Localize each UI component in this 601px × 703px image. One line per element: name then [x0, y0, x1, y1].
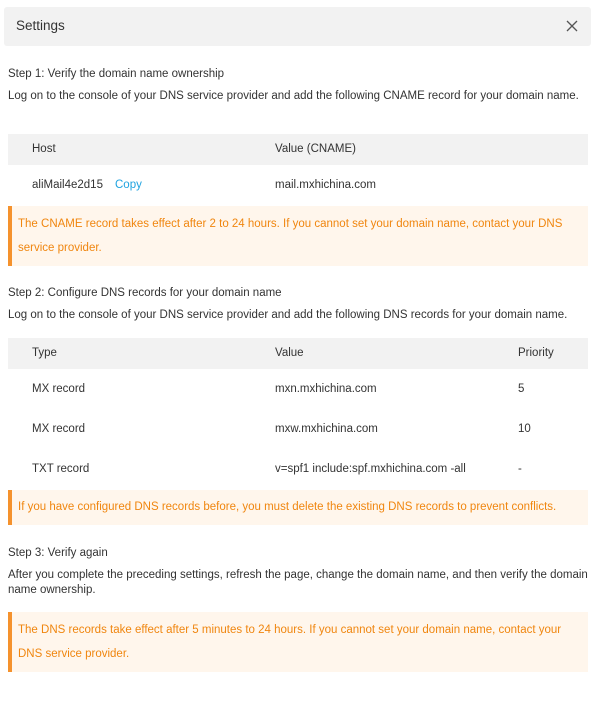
record-type: TXT record	[32, 463, 90, 475]
step3-title: Step 3: Verify again	[8, 547, 108, 559]
step2-description: Log on to the console of your DNS service provider and add the following DNS records for your domain name.	[8, 309, 568, 321]
record-value: mxw.mxhichina.com	[275, 423, 378, 435]
dns-effect-alert	[8, 612, 588, 672]
cname-warning-alert	[8, 206, 588, 266]
record-priority: 5	[518, 383, 525, 395]
record-value: mxn.mxhichina.com	[275, 383, 377, 395]
column-value: Value	[275, 347, 304, 359]
record-priority: -	[518, 463, 522, 475]
record-type: MX record	[32, 383, 86, 395]
step1-title: Step 1: Verify the domain name ownership	[8, 68, 225, 80]
dns-conflict-alert	[8, 490, 588, 525]
cname-table-header	[8, 134, 588, 165]
record-type: MX record	[32, 423, 86, 435]
column-value-cname: Value (CNAME)	[275, 143, 356, 155]
dialog-title: Settings	[16, 18, 65, 33]
cname-warning-text: The CNAME record takes effect after 2 to 24 hours. If you cannot set your domain name, contact your DNS service provider.	[18, 218, 563, 254]
record-value: v=spf1 include:spf.mxhichina.com -all	[275, 463, 466, 475]
dialog-header	[4, 7, 591, 46]
dns-conflict-text: If you have configured DNS records before, you must delete the existing DNS records to prevent conflicts.	[18, 501, 557, 513]
dns-effect-text: The DNS records take effect after 5 minutes to 24 hours. If you cannot set your domain name, contact your DNS service provider.	[18, 624, 562, 660]
copy-link[interactable]: Copy	[115, 179, 142, 191]
column-type: Type	[32, 347, 57, 359]
cname-host: aliMail4e2d15	[32, 179, 103, 191]
step2-title: Step 2: Configure DNS records for your domain name	[8, 287, 282, 299]
step1-description: Log on to the console of your DNS service provider and add the following CNAME record for your domain name.	[8, 90, 579, 102]
record-priority: 10	[518, 423, 531, 435]
column-host: Host	[32, 143, 56, 155]
dns-table-header	[8, 338, 588, 369]
column-priority: Priority	[518, 347, 554, 359]
cname-value: mail.mxhichina.com	[275, 179, 376, 191]
step3-description: After you complete the preceding settings, refresh the page, change the domain name, and then verify the domain name ownership.	[8, 569, 588, 596]
close-icon[interactable]	[563, 17, 581, 35]
